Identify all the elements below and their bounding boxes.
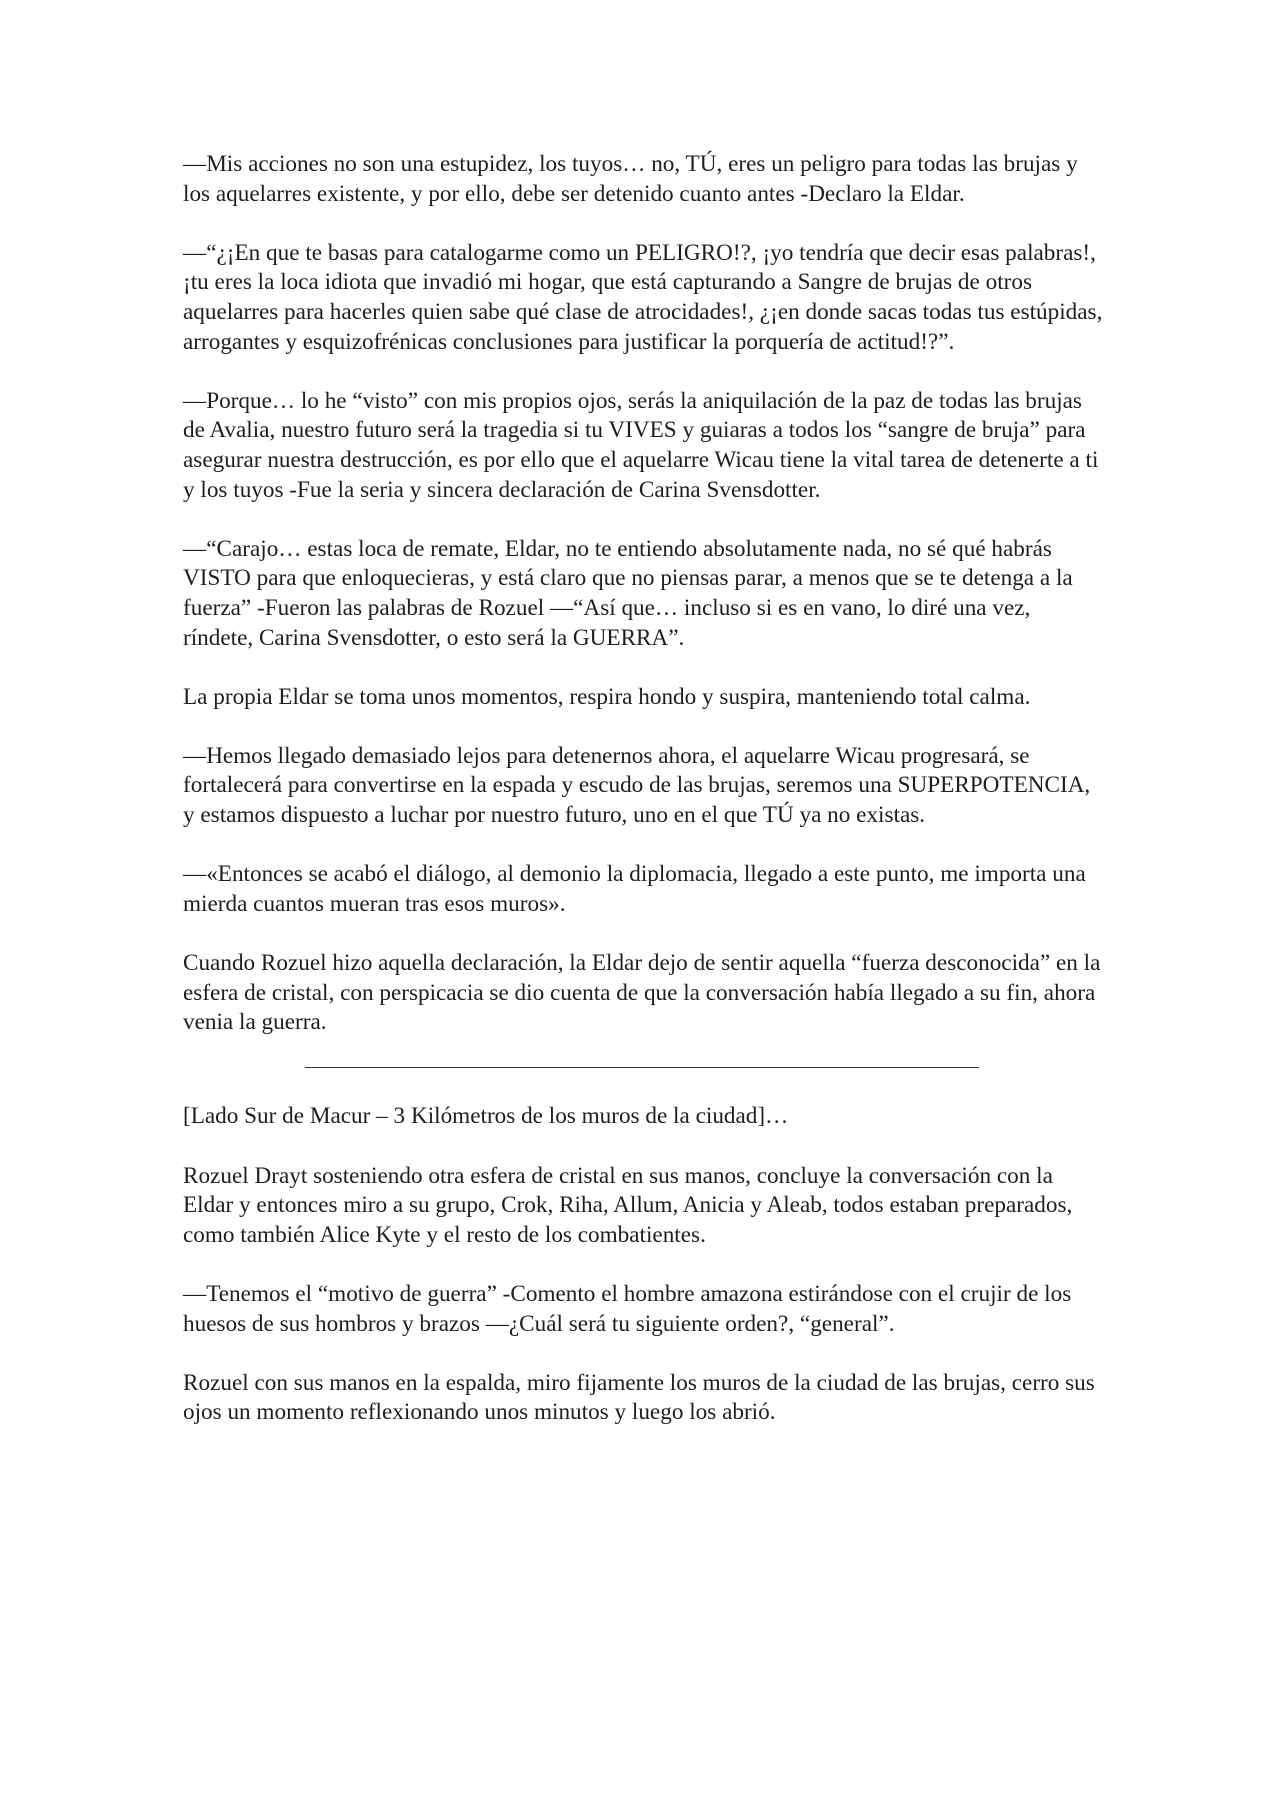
paragraph: —“¿¡En que te basas para catalogarme como un PELIGRO!?, ¡yo tendría que decir esas palabras!, ¡tu eres la loca idiota que invadió mi hogar, que está capturando a Sangre de brujas de otros aquelarres para hacerles quien sabe qué clase de atrocidades!, ¿¡en donde sacas todas tus estúpidas, arrogantes y esquizofrénicas conclusiones para justificar la porquería de actitud!?”. [183,239,1103,355]
paragraph: La propia Eldar se toma unos momentos, respira hondo y suspira, manteniendo total calma. [183,683,1031,710]
paragraph: Cuando Rozuel hizo aquella declaración, la Eldar dejo de sentir aquella “fuerza desconocida” en la esfera de cristal, con perspicacia se dio cuenta de que la conversación había llegado a su fin, ahora venia la guerra. [183,950,1101,1036]
document-page [183,150,1103,1458]
paragraph: —«Entonces se acabó el diálogo, al demonio la diplomacia, llegado a este punto, me importa una mierda cuantos mueran tras esos muros». [183,861,1086,917]
paragraph: —“Carajo… estas loca de remate, Eldar, no te entiendo absolutamente nada, no sé qué habrás VISTO para que enloquecieras, y está claro que no piensas parar, a menos que se te detenga a la fuerza” -Fueron las palabras de Rozuel —“Así que… incluso si es en vano, lo diré una vez, ríndete, Carina Svensdotter, o esto será la GUERRA”. [183,535,1073,651]
paragraph: —Hemos llegado demasiado lejos para detenernos ahora, el aquelarre Wicau progresará, se fortalecerá para convertirse en la espada y escudo de las brujas, seremos una SUPERPOTENCIA, y estamos dispuesto a luchar por nuestro futuro, uno en el que TÚ ya no existas. [183,742,1091,829]
paragraph: Rozuel con sus manos en la espalda, miro fijamente los muros de la ciudad de las brujas, cerro sus ojos un momento reflexionando unos minutos y luego los abrió. [183,1369,1095,1426]
scene-heading: [Lado Sur de Macur – 3 Kilómetros de los muros de la ciudad]… [183,1103,789,1130]
paragraph: —Mis acciones no son una estupidez, los tuyos… no, TÚ, eres un peligro para todas las brujas y los aquelarres existente, y por ello, debe ser detenido cuanto antes -Declaro la Eldar. [183,151,1078,207]
paragraph: Rozuel Drayt sosteniendo otra esfera de cristal en sus manos, concluye la conversación con la Eldar y entonces miro a su grupo, Crok, Riha, Allum, Anicia y Aleab, todos estaban preparados, como también Alice Kyte y el resto de los combatientes. [183,1162,1073,1248]
paragraph: —Porque… lo he “visto” con mis propios ojos, serás la aniquilación de la paz de todas las brujas de Avalia, nuestro futuro será la tragedia si tu VIVES y guiaras a todos los “sangre de bruja” para asegurar nuestra destrucción, es por ello que el aquelarre Wicau tiene la vital tarea de detenerte a ti y los tuyos -Fue la seria y sincera declaración de Carina Svensdotter. [183,387,1099,503]
section-divider [305,1067,979,1068]
paragraph: —Tenemos el “motivo de guerra” -Comento el hombre amazona estirándose con el crujir de los huesos de sus hombros y brazos —¿Cuál será tu siguiente orden?, “general”. [183,1280,1072,1337]
